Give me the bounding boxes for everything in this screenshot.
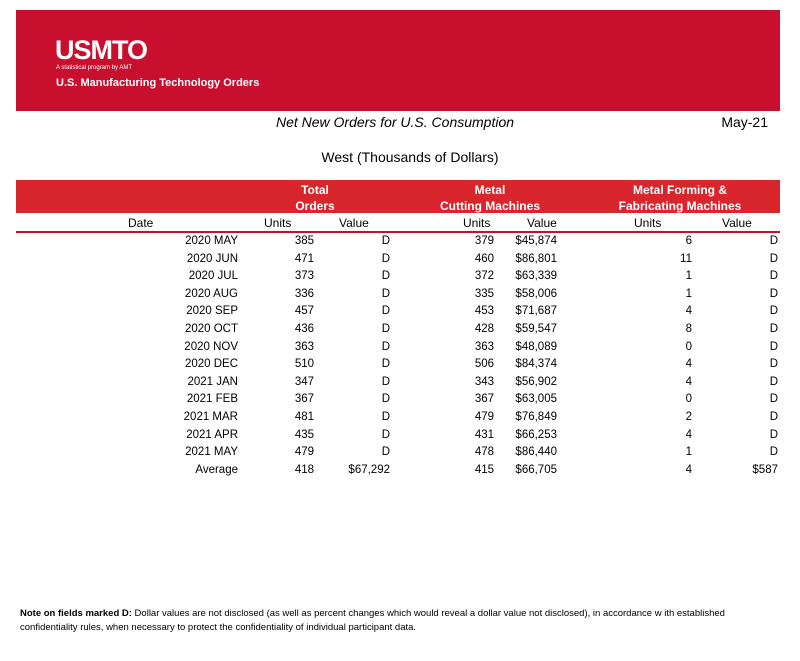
cell-total-units: 373 bbox=[294, 270, 314, 283]
cell-metal-units: 428 bbox=[474, 322, 494, 335]
cell-total-value: D bbox=[381, 287, 390, 300]
cell-forming-units: 1 bbox=[685, 446, 692, 459]
group-metal-cutting bbox=[420, 182, 560, 214]
cell-forming-value: D bbox=[769, 446, 778, 459]
cell-forming-units: 11 bbox=[680, 252, 692, 265]
cell-forming-value: D bbox=[769, 270, 778, 283]
group-metal-forming bbox=[600, 182, 760, 214]
cell-metal-value: $59,547 bbox=[515, 322, 557, 335]
cell-total-value: D bbox=[381, 322, 390, 335]
cell-forming-value: $587 bbox=[752, 463, 778, 476]
cell-metal-units: 372 bbox=[474, 270, 494, 283]
cell-total-units: 471 bbox=[294, 252, 314, 265]
orders-table-body bbox=[0, 233, 800, 479]
table-row bbox=[0, 303, 800, 321]
cell-metal-units: 478 bbox=[474, 446, 494, 459]
cell-total-value: D bbox=[381, 375, 390, 388]
table-row bbox=[0, 233, 800, 251]
report-title: Net New Orders for U.S. Consumption bbox=[275, 114, 515, 130]
cell-metal-value: $66,705 bbox=[515, 463, 557, 476]
cell-total-value: D bbox=[381, 410, 390, 423]
cell-metal-units: 479 bbox=[474, 410, 494, 423]
cell-date: 2020 AUG bbox=[184, 287, 238, 300]
cell-metal-units: 431 bbox=[474, 428, 494, 441]
cell-total-units: 347 bbox=[294, 375, 314, 388]
cell-total-value: D bbox=[381, 340, 390, 353]
cell-forming-value: D bbox=[769, 287, 778, 300]
header-banner bbox=[16, 10, 780, 111]
footnote-label: Note on fields marked D: bbox=[20, 608, 132, 619]
cell-forming-units: 4 bbox=[685, 305, 692, 318]
cell-total-units: 418 bbox=[294, 463, 314, 476]
table-row bbox=[0, 321, 800, 339]
cell-metal-value: $45,874 bbox=[515, 235, 557, 247]
group-forming-line1: Metal Forming & bbox=[632, 183, 727, 197]
cell-total-value: D bbox=[381, 358, 390, 371]
program-name: U.S. Manufacturing Technology Orders bbox=[56, 77, 260, 89]
cell-forming-units: 0 bbox=[685, 340, 692, 353]
col-metal-value: Value bbox=[527, 216, 557, 230]
table-row bbox=[0, 286, 800, 304]
cell-total-value: D bbox=[381, 270, 390, 283]
cell-date: 2021 MAY bbox=[185, 446, 238, 459]
cell-forming-units: 6 bbox=[685, 235, 692, 247]
cell-date: 2021 MAR bbox=[183, 410, 238, 423]
table-row bbox=[0, 356, 800, 374]
cell-metal-units: 343 bbox=[474, 375, 494, 388]
cell-metal-value: $71,687 bbox=[515, 305, 557, 318]
cell-metal-units: 453 bbox=[474, 305, 494, 318]
cell-metal-value: $63,005 bbox=[515, 393, 557, 406]
col-metal-units: Units bbox=[463, 216, 491, 230]
cell-forming-units: 1 bbox=[685, 270, 692, 283]
cell-total-value: D bbox=[381, 393, 390, 406]
cell-total-units: 435 bbox=[294, 428, 314, 441]
group-metal-line1: Metal bbox=[474, 183, 506, 197]
col-forming-value: Value bbox=[722, 216, 752, 230]
cell-total-value: D bbox=[381, 305, 390, 318]
cell-total-units: 457 bbox=[294, 305, 314, 318]
col-forming-units: Units bbox=[634, 216, 662, 230]
cell-forming-value: D bbox=[769, 358, 778, 371]
region-title: West (Thousands of Dollars) bbox=[321, 149, 499, 165]
cell-metal-units: 363 bbox=[474, 340, 494, 353]
cell-forming-units: 4 bbox=[685, 358, 692, 371]
cell-total-units: 336 bbox=[294, 287, 314, 300]
cell-metal-value: $86,440 bbox=[515, 446, 557, 459]
table-row bbox=[0, 268, 800, 286]
cell-forming-value: D bbox=[769, 410, 778, 423]
cell-metal-value: $58,006 bbox=[515, 287, 557, 300]
cell-forming-units: 4 bbox=[685, 463, 692, 476]
cell-date: 2020 OCT bbox=[184, 322, 238, 335]
group-forming-line2: Fabricating Machines bbox=[618, 199, 742, 213]
logo-tagline: A statistical program by AMT bbox=[56, 65, 133, 71]
col-total-value: Value bbox=[339, 216, 369, 230]
cell-total-value: D bbox=[381, 446, 390, 459]
cell-metal-units: 379 bbox=[474, 235, 494, 247]
cell-metal-units: 415 bbox=[474, 463, 494, 476]
cell-total-value: D bbox=[381, 428, 390, 441]
table-row bbox=[0, 374, 800, 392]
cell-forming-value: D bbox=[769, 340, 778, 353]
cell-forming-value: D bbox=[769, 428, 778, 441]
table-row bbox=[0, 391, 800, 409]
cell-forming-value: D bbox=[769, 252, 778, 265]
cell-forming-units: 1 bbox=[685, 287, 692, 300]
group-total-orders bbox=[265, 182, 365, 214]
cell-forming-value: D bbox=[769, 393, 778, 406]
cell-date: 2021 FEB bbox=[186, 393, 238, 406]
cell-forming-value: D bbox=[769, 305, 778, 318]
cell-forming-units: 0 bbox=[685, 393, 692, 406]
cell-total-value: $67,292 bbox=[348, 463, 390, 476]
footnote bbox=[20, 607, 760, 635]
table-row bbox=[0, 339, 800, 357]
cell-metal-value: $86,801 bbox=[515, 252, 557, 265]
cell-total-units: 363 bbox=[294, 340, 314, 353]
cell-forming-units: 4 bbox=[685, 375, 692, 388]
footnote-text: Dollar values are not disclosed (as well as percent changes which would reveal a dollar value not disclosed), in accordance w ith established confidentiality rules, when necessary to protect the confidentiality of individual participant data. bbox=[20, 608, 725, 633]
cell-metal-value: $84,374 bbox=[515, 358, 557, 371]
cell-forming-value: D bbox=[769, 235, 778, 247]
cell-date: 2020 SEP bbox=[186, 305, 238, 318]
cell-metal-units: 335 bbox=[474, 287, 494, 300]
usmto-logo: USMTO bbox=[55, 35, 148, 65]
col-date: Date bbox=[128, 216, 154, 230]
cell-date: 2020 JUN bbox=[186, 252, 238, 265]
cell-date: 2020 JUL bbox=[188, 270, 238, 283]
cell-date: 2020 MAY bbox=[185, 235, 238, 247]
table-row bbox=[0, 427, 800, 445]
cell-metal-value: $66,253 bbox=[515, 428, 557, 441]
cell-forming-units: 2 bbox=[685, 410, 692, 423]
cell-date: 2021 JAN bbox=[187, 375, 238, 388]
cell-forming-value: D bbox=[769, 322, 778, 335]
table-row bbox=[0, 251, 800, 269]
cell-total-units: 479 bbox=[294, 446, 314, 459]
cell-date: 2021 APR bbox=[186, 428, 238, 441]
group-metal-line2: Cutting Machines bbox=[439, 199, 540, 213]
cell-forming-units: 4 bbox=[685, 428, 692, 441]
cell-date: 2020 NOV bbox=[184, 340, 238, 353]
cell-metal-units: 367 bbox=[474, 393, 494, 406]
cell-total-units: 385 bbox=[294, 235, 314, 247]
group-total-line1: Total bbox=[301, 183, 329, 197]
cell-total-units: 481 bbox=[294, 410, 314, 423]
cell-metal-value: $56,902 bbox=[515, 375, 557, 388]
cell-metal-units: 506 bbox=[474, 358, 494, 371]
table-row bbox=[0, 462, 800, 480]
cell-metal-value: $63,339 bbox=[515, 270, 557, 283]
cell-total-units: 510 bbox=[294, 358, 314, 371]
cell-forming-value: D bbox=[769, 375, 778, 388]
report-period: May-21 bbox=[721, 114, 768, 130]
col-total-units: Units bbox=[264, 216, 292, 230]
cell-date: 2020 DEC bbox=[184, 358, 238, 371]
cell-total-units: 436 bbox=[294, 322, 314, 335]
group-total-line2: Orders bbox=[295, 199, 335, 213]
cell-metal-value: $48,089 bbox=[515, 340, 557, 353]
table-row bbox=[0, 444, 800, 462]
cell-forming-units: 8 bbox=[685, 322, 692, 335]
table-row bbox=[0, 409, 800, 427]
cell-total-value: D bbox=[381, 252, 390, 265]
cell-total-units: 367 bbox=[294, 393, 314, 406]
cell-metal-value: $76,849 bbox=[515, 410, 557, 423]
cell-total-value: D bbox=[381, 235, 390, 247]
cell-date: Average bbox=[195, 463, 238, 476]
cell-metal-units: 460 bbox=[474, 252, 494, 265]
